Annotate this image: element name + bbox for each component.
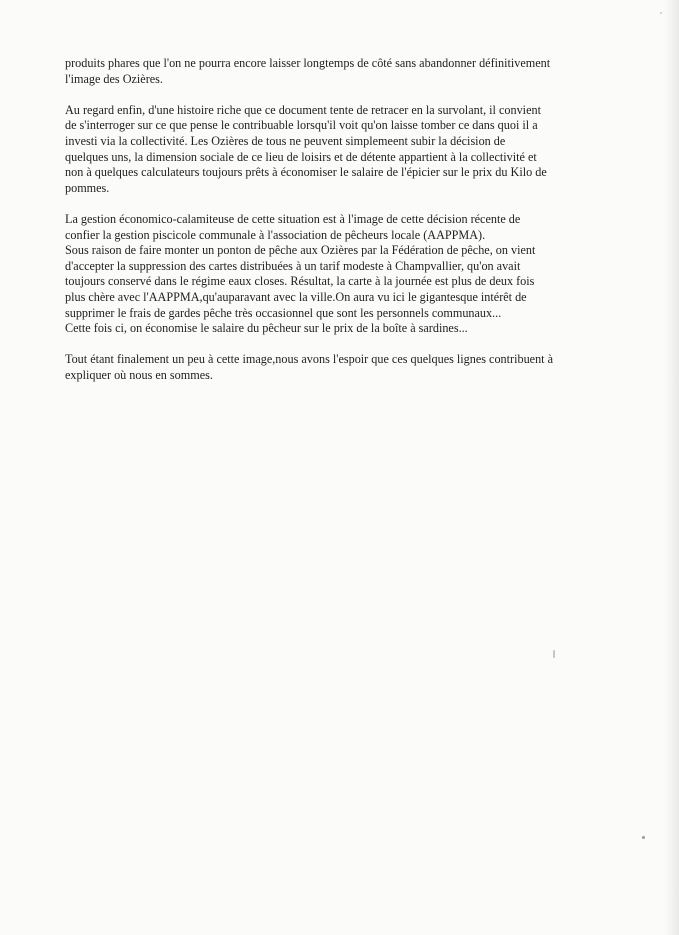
text-line: confier la gestion piscicole communale à l'association de pêcheurs locale (AAPPMA). [65, 227, 486, 242]
text-line: Cette fois ci, on économise le salaire du pêcheur sur le prix de la boîte à sardines... [65, 321, 468, 336]
paragraph-3 [65, 212, 615, 337]
text-line: La gestion économico-calamiteuse de cette situation est à l'image de cette décision récente de [65, 211, 521, 226]
text-line: Au regard enfin, d'une histoire riche que ce document tente de retracer en la survolant, il convient [65, 102, 541, 117]
text-line: de s'interroger sur ce que pense le contribuable lorsqu'il voit qu'on laisse tomber ce dans quoi il a [65, 118, 538, 133]
text-line: pommes. [65, 180, 110, 195]
text-line: expliquer où nous en sommes. [65, 367, 213, 382]
paragraph-1 [65, 56, 615, 87]
scan-speck [642, 836, 645, 839]
text-line: supprimer le frais de gardes pêche très occasionnel que sont les personnels communaux... [65, 305, 502, 320]
text-line: plus chère avec l'AAPPMA,qu'auparavant avec la ville.On aura vu ici le gigantesque intérêt de [65, 289, 527, 304]
text-line: non à quelques calculateurs toujours prêts à économiser le salaire de l'épicier sur le prix du Kilo de [65, 165, 547, 180]
text-line: Tout étant finalement un peu à cette image,nous avons l'espoir que ces quelques lignes contribuent à [65, 352, 554, 367]
text-line: toujours conservé dans le régime eaux closes. Résultat, la carte à la journée est plus de deux fois [65, 274, 535, 289]
scan-speck [553, 650, 555, 658]
text-line: investi via la collectivité. Les Ozières de tous ne peuvent simplemeent subir la décision de [65, 133, 506, 148]
text-line: l'image des Ozières. [65, 71, 163, 86]
scan-speck [660, 12, 662, 14]
text-line: produits phares que l'on ne pourra encore laisser longtemps de côté sans abandonner définitivement [65, 56, 551, 70]
paragraph-2 [65, 103, 615, 197]
paragraph-4 [65, 352, 615, 383]
text-line: quelques uns, la dimension sociale de ce lieu de loisirs et de détente appartient à la collectivité et [65, 149, 537, 164]
document-body [65, 56, 615, 399]
text-line: d'accepter la suppression des cartes distribuées à un tarif modeste à Champvallier, qu'on avait [65, 258, 521, 273]
page-edge-shadow [665, 0, 679, 935]
text-line: Sous raison de faire monter un ponton de pêche aux Ozières par la Fédération de pêche, on vient [65, 243, 536, 258]
